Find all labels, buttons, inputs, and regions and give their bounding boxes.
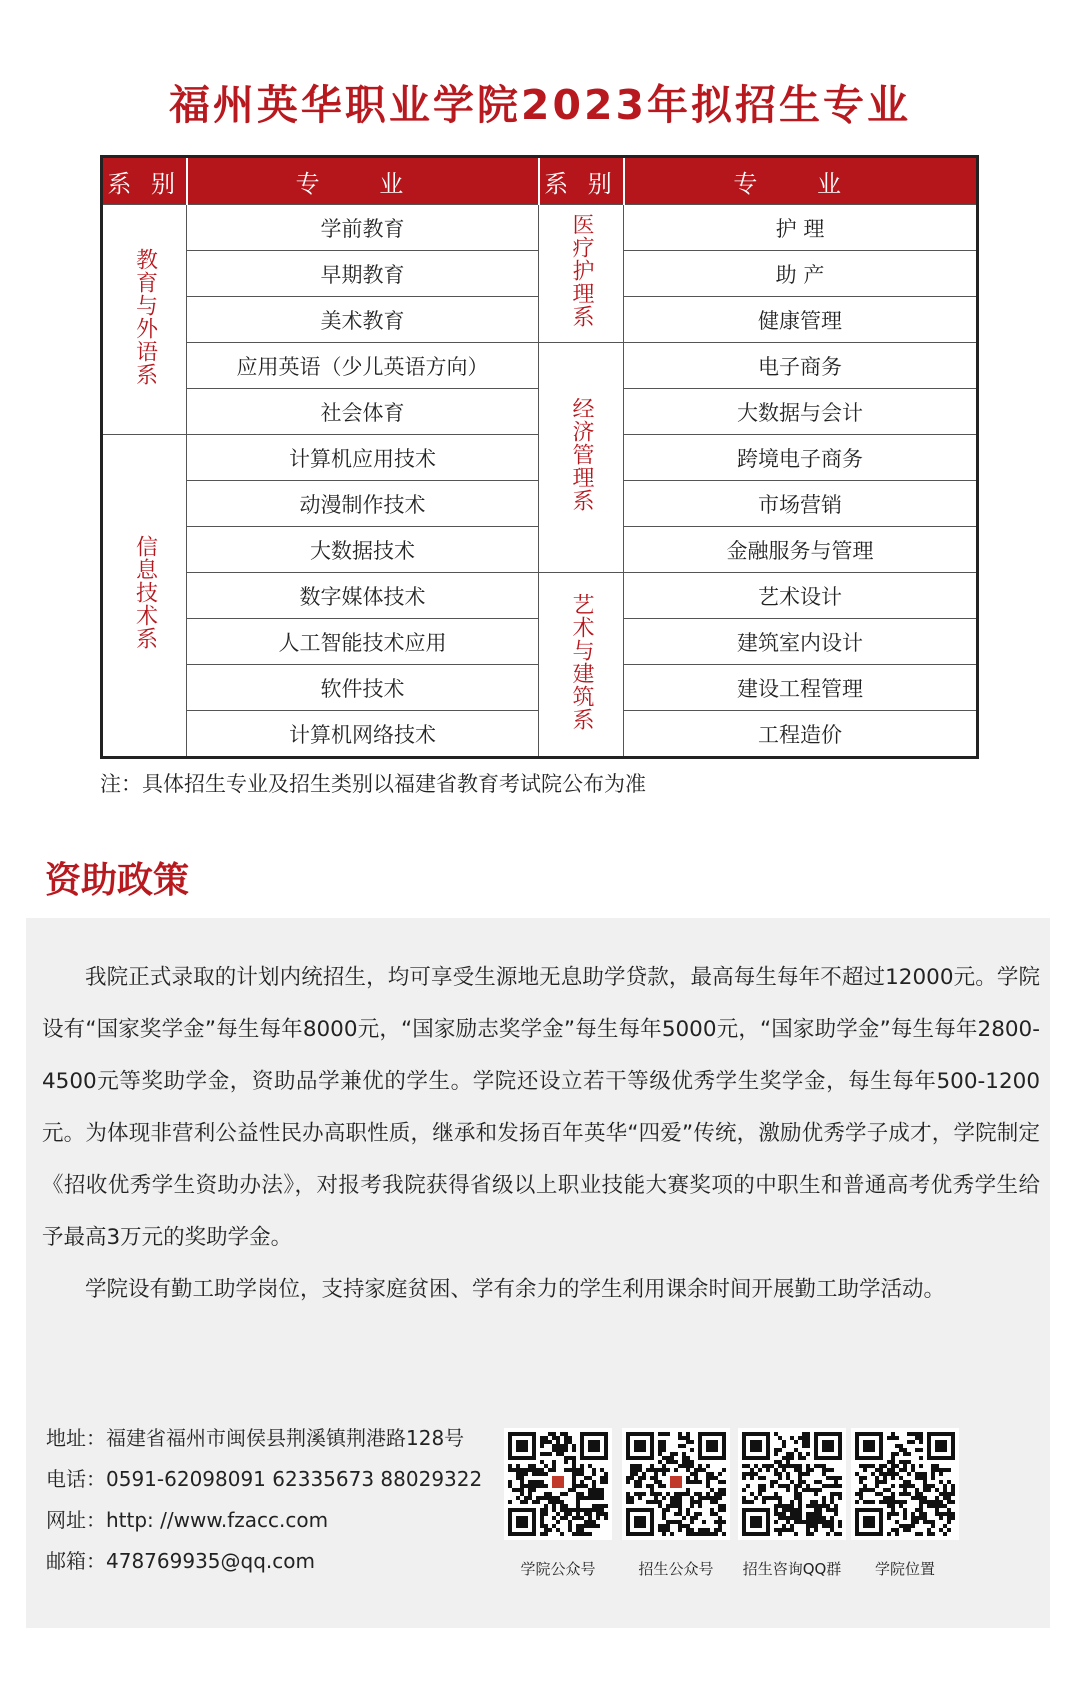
major-cell: 护 理: [624, 205, 978, 251]
qr-code-icon: [508, 1432, 608, 1536]
table-row: [102, 573, 978, 619]
header-dept-right: 系 别: [539, 157, 624, 205]
dept-name: 医疗护理系: [569, 213, 594, 328]
header-major-left: 专 业: [187, 157, 539, 205]
qr-label: 招生公众号: [638, 1560, 714, 1578]
major-cell: 美术教育: [187, 297, 539, 343]
qr-code-icon: [855, 1432, 955, 1536]
policy-panel: [26, 918, 1050, 1628]
major-cell: 大数据技术: [187, 527, 539, 573]
major-cell: 软件技术: [187, 665, 539, 711]
major-cell: 数字媒体技术: [187, 573, 539, 619]
major-cell: 艺术设计: [624, 573, 978, 619]
major-cell: 大数据与会计: [624, 389, 978, 435]
footnote: 注：具体招生专业及招生类别以福建省教育考试院公布为准: [100, 772, 646, 796]
dept-name: 艺术与建筑系: [569, 592, 594, 731]
major-cell: 电子商务: [624, 343, 978, 389]
major-cell: 工程造价: [624, 711, 978, 758]
qr-label: 招生咨询QQ群: [742, 1560, 842, 1578]
qr-qq-group: [738, 1428, 846, 1540]
page-title: 福州英华职业学院2023年拟招生专业: [168, 81, 912, 129]
policy-text: [42, 952, 1040, 1316]
header-dept-left: 系 别: [102, 157, 187, 205]
qr-code-icon: [626, 1432, 726, 1536]
qr-admissions-account: [622, 1428, 730, 1540]
major-cell: 社会体育: [187, 389, 539, 435]
email: 邮箱：478769935@qq.com: [46, 1549, 315, 1573]
qr-label: 学院公众号: [520, 1560, 596, 1578]
major-cell: 计算机网络技术: [187, 711, 539, 758]
policy-paragraph: 我院正式录取的计划内统招生，均可享受生源地无息助学贷款，最高每生每年不超过12000元。学院设有“国家奖学金”每生每年8000元，“国家励志奖学金”每生每年5000元，“国家助学金”每生每年2800-4500元等奖助学金，资助品学兼优的学生。学院还设立若干等级优秀学生奖学金，每生每年500-1200元。为体现非营利公益性民办高职性质，继承和发扬百年英华“四爱”传统，激励优秀学子成才，学院制定《招收优秀学生资助办法》，对报考我院获得省级以上职业技能大赛奖项的中职生和普通高考优秀学生给予最高3万元的奖助学金。: [42, 965, 1040, 1250]
majors-table-body: [102, 205, 978, 758]
qr-college-account: [504, 1428, 612, 1540]
dept-name: 经济管理系: [569, 397, 594, 512]
phone: 电话：0591-62098091 62335673 88029322: [46, 1467, 483, 1491]
section-title: 资助政策: [45, 860, 190, 901]
major-cell: 学前教育: [187, 205, 539, 251]
major-cell: 人工智能技术应用: [187, 619, 539, 665]
qr-label: 学院位置: [874, 1560, 935, 1578]
major-cell: 计算机应用技术: [187, 435, 539, 481]
major-cell: 健康管理: [624, 297, 978, 343]
major-cell: 跨境电子商务: [624, 435, 978, 481]
major-cell: 应用英语（少儿英语方向）: [187, 343, 539, 389]
contact-info: [46, 1418, 482, 1582]
major-cell: 动漫制作技术: [187, 481, 539, 527]
table-header-row: [102, 157, 978, 205]
policy-paragraph: 学院设有勤工助学岗位，支持家庭贫困、学有余力的学生利用课余时间开展勤工助学活动。: [85, 1277, 946, 1302]
major-cell: 建设工程管理: [624, 665, 978, 711]
header-major-right: 专 业: [624, 157, 978, 205]
dept-cell: [539, 205, 624, 343]
dept-cell: [539, 343, 624, 573]
website-link[interactable]: 网址：http: //www.fzacc.com: [46, 1508, 329, 1532]
qr-college-location: [851, 1428, 959, 1540]
major-cell: 建筑室内设计: [624, 619, 978, 665]
dept-cell: [102, 205, 187, 435]
dept-cell: [539, 573, 624, 758]
table-row: [102, 343, 978, 389]
dept-name: 教育与外语系: [132, 247, 158, 386]
major-cell: 金融服务与管理: [624, 527, 978, 573]
address: 地址：福建省福州市闽侯县荆溪镇荆港路128号: [46, 1426, 465, 1450]
dept-cell: [102, 435, 187, 758]
qr-code-icon: [742, 1432, 842, 1536]
major-cell: 市场营销: [624, 481, 978, 527]
dept-name: 信息技术系: [132, 535, 158, 650]
major-cell: 助 产: [624, 251, 978, 297]
major-cell: 早期教育: [187, 251, 539, 297]
majors-table: [100, 155, 979, 759]
table-row: [102, 205, 978, 251]
